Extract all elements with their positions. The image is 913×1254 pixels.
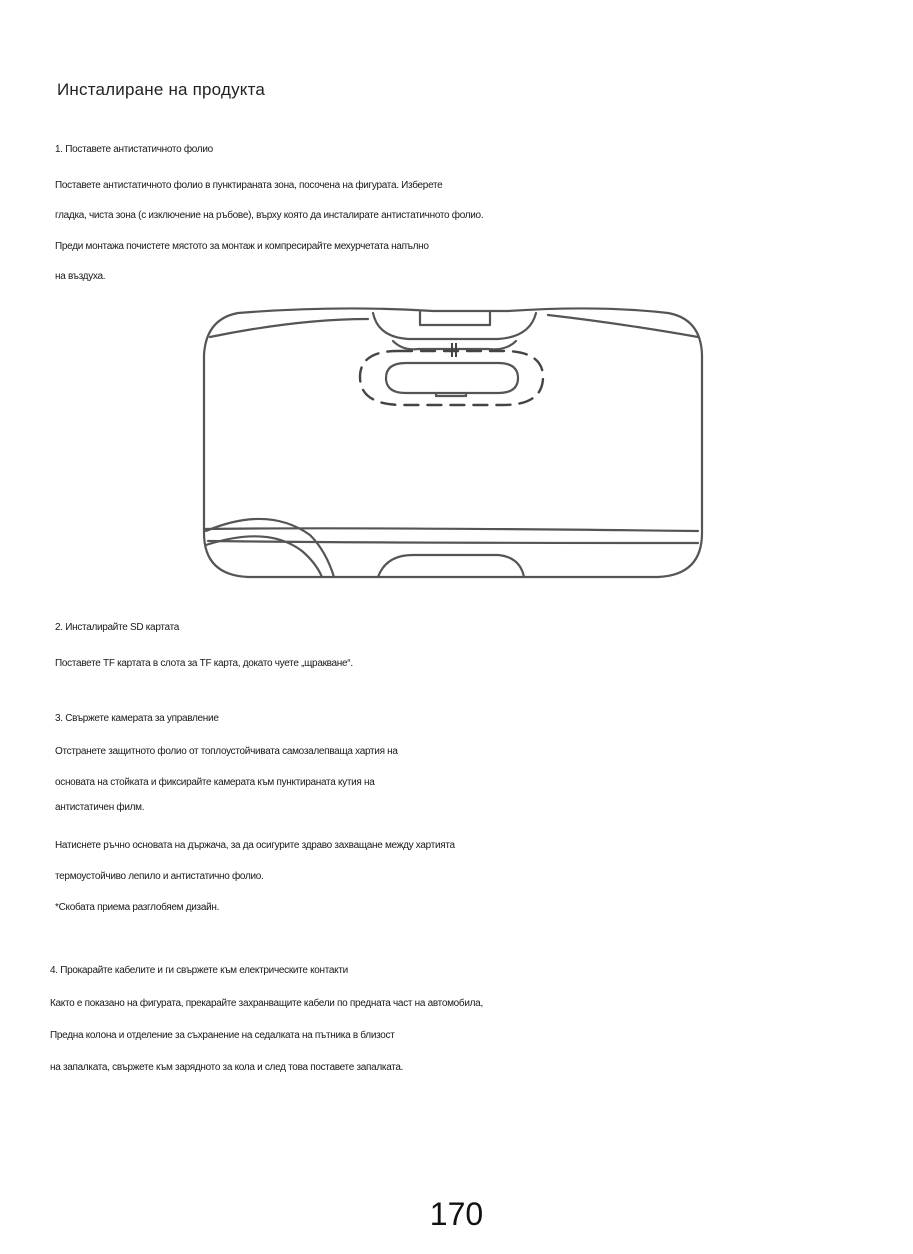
section-1-heading: 1. Поставете антистатичното фолио xyxy=(55,144,213,155)
section-3-line-6: *Скобата приема разглобяем дизайн. xyxy=(55,902,220,913)
section-2-line-1: Поставете TF картата в слота за TF карта, докато чуете „щракване“. xyxy=(55,658,353,669)
section-4-heading: 4. Прокарайте кабелите и ги свържете към електрическите контакти xyxy=(50,965,348,976)
dashcam-mount-diagram-icon xyxy=(198,305,708,585)
section-1-line-1: Поставете антистатичното фолио в пунктираната зона, посочена на фигурата. Изберете xyxy=(55,180,443,191)
section-3-heading: 3. Свържете камерата за управление xyxy=(55,713,219,724)
section-1-line-2: гладка, чиста зона (с изключение на ръбове), върху която да инсталирате антистатичното фолио. xyxy=(55,210,484,221)
page-title: Инсталиране на продукта xyxy=(57,80,266,99)
page-number: 170 xyxy=(429,1196,484,1232)
section-4-line-2: Предна колона и отделение за съхранение на седалката на пътника в близост xyxy=(50,1030,395,1041)
section-4-line-3: на запалката, свържете към зарядното за кола и след това поставете запалката. xyxy=(50,1062,404,1073)
section-1-line-4: на въздуха. xyxy=(55,271,106,282)
section-4-line-1: Както е показано на фигурата, прекарайте захранващите кабели по предната част на автомобила, xyxy=(50,998,483,1009)
section-3-line-2: основата на стойката и фиксирайте камерата към пунктираната кутия на xyxy=(55,777,375,788)
section-1-line-3: Преди монтажа почистете мястото за монтаж и компресирайте мехурчетата напълно xyxy=(55,241,429,252)
section-3-line-3: антистатичен филм. xyxy=(55,802,145,813)
section-3-line-1: Отстранете защитното фолио от топлоустойчивата самозалепваща хартия на xyxy=(55,746,398,757)
section-3-line-5: термоустойчиво лепило и антистатично фолио. xyxy=(55,871,264,882)
section-3-line-4: Натиснете ръчно основата на държача, за да осигурите здраво захващане между хартията xyxy=(55,840,455,851)
section-2-heading: 2. Инсталирайте SD картата xyxy=(55,622,180,633)
